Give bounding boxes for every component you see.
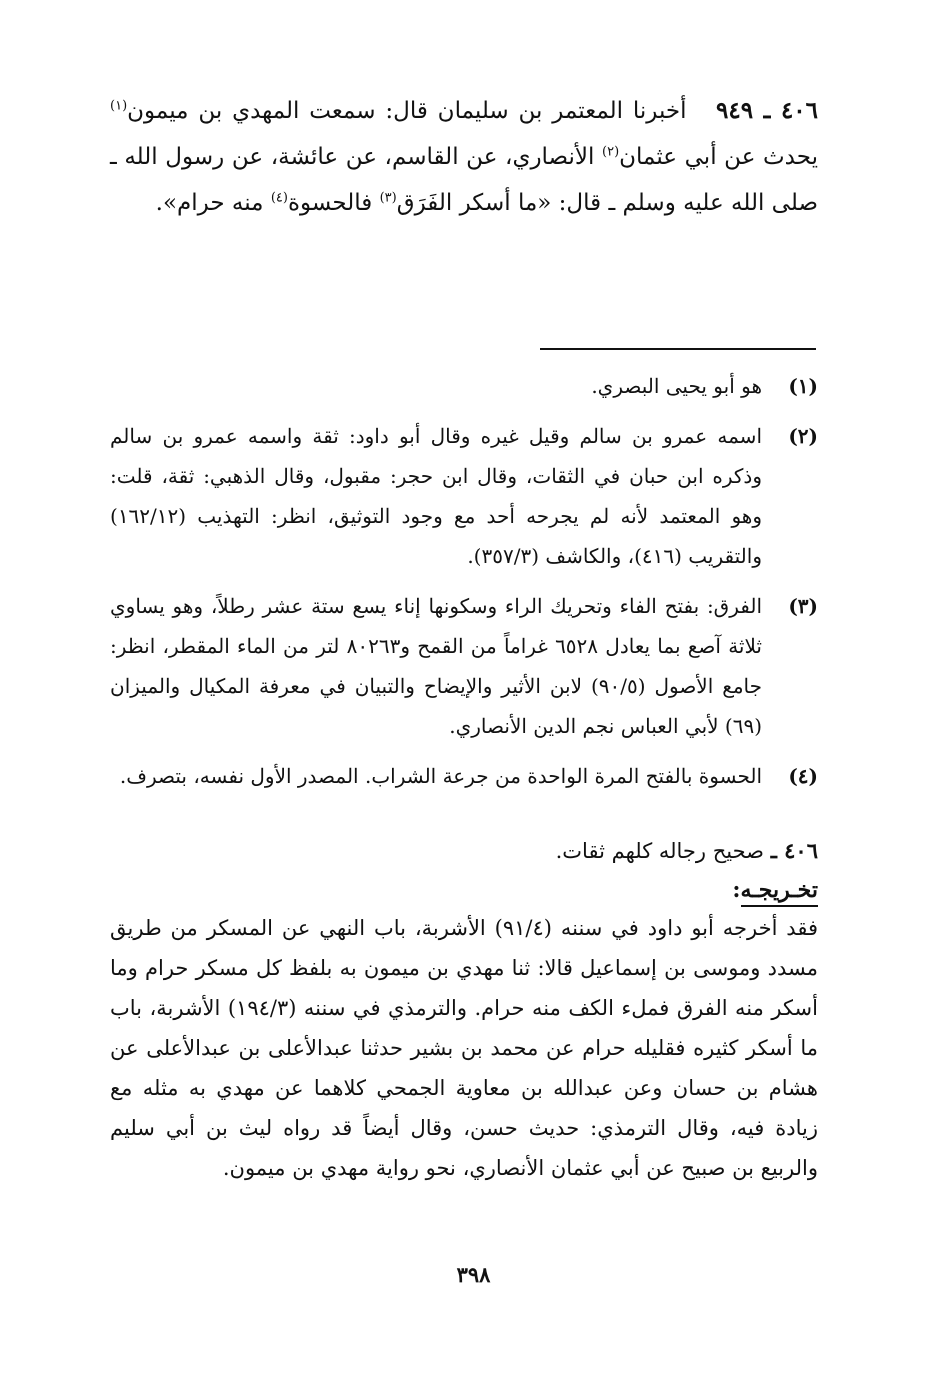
footnote-item bbox=[110, 756, 818, 796]
footnote-text: اسمه عمرو بن سالم وقيل غيره وقال أبو داود: ثقة واسمه عمرو بن سالم وذكره ابن حبان في الثقات، وقال ابن حجر: مقبول، وقال الذهبي: ثقة، قلت: وهو المعتمد لأنه لم يجرحه أحد مع وجود التوثيق، انظر: التهذيب (١٦٢/١٢) والتقريب (٤١٦)، والكاشف (٣٥٧/٣). bbox=[110, 424, 762, 568]
hadith-block bbox=[110, 88, 818, 226]
hadith-text-part: الأنصاري، عن القاسم، عن عائشة، عن رسول الله ـ صلى الله عليه وسلم ـ قال: «ما أسكر الفَرَق bbox=[110, 144, 818, 216]
page-number: ٣٩٨ bbox=[456, 1262, 491, 1287]
hadith-verdict bbox=[110, 830, 818, 872]
hadith-text-part: أخبرنا المعتمر بن سليمان قال: سمعت المهدي بن ميمون bbox=[127, 98, 687, 124]
footnote-text: الفرق: بفتح الفاء وتحريك الراء وسكونها إناء يسع ستة عشر رطلاً، وهو يساوي ثلاثة آصع بما يعادل ٦٥٢٨ غراماً من القمح و٨٠٢٦٣ لتر من الماء المقطر، انظر: جامع الأصول (٩٠/٥) لابن الأثير والإيضاح والتبيان في معرفة المكيال والميزان (٦٩) لأبي العباس نجم الدين الأنصاري. bbox=[110, 594, 763, 738]
hadith-text bbox=[110, 88, 818, 226]
footnote-item bbox=[110, 586, 818, 746]
takhrij-body: فقد أخرجه أبو داود في سننه (٩١/٤) الأشربة، باب النهي عن المسكر من طريق مسدد وموسى بن إسماعيل قالا: ثنا مهدي بن ميمون به بلفظ كل مسكر حرام وما أسكر منه الفرق فملء الكف منه حرام. والترمذي في سننه (١٩٤/٣) الأشربة، باب ما أسكر كثيره فقليله حرام عن محمد بن بشير حدثنا عبدالأعلى بن عبدالأعلى عن هشام بن حسان وعن عبدالله بن معاوية الجمحي كلاهما عن مهدي به مثله مع زيادة فيه، وقال الترمذي: حديث حسن، وقال أيضاً قد رواه ليث بن أبي سليم والربيع بن صبيح عن أبي عثمان الأنصاري، نحو رواية مهدي بن ميمون. bbox=[110, 916, 818, 1180]
takhrij-heading-label: تخـريجـه bbox=[741, 877, 818, 907]
footnote-number: (٤) bbox=[788, 764, 818, 788]
verdict-text: صحيح رجاله كلهم ثقات. bbox=[555, 839, 771, 863]
footnote-item bbox=[110, 416, 818, 576]
footnote-item bbox=[110, 366, 818, 406]
footnotes-list bbox=[110, 366, 818, 806]
footnote-text: هو أبو يحيى البصري. bbox=[591, 374, 762, 398]
footnote-number: (٣) bbox=[788, 594, 818, 618]
hadith-number: ٤٠٦ ـ ٩٤٩ bbox=[716, 97, 818, 124]
footnote-ref[interactable]: (٤) bbox=[270, 190, 288, 206]
footnote-ref[interactable]: (٢) bbox=[602, 144, 620, 160]
footnote-text: الحسوة بالفتح المرة الواحدة من جرعة الشراب. المصدر الأول نفسه، بتصرف. bbox=[119, 764, 762, 788]
hadith-text-part: يحدث عن أبي عثمان bbox=[619, 144, 818, 170]
footnote-number: (٢) bbox=[788, 424, 818, 448]
footnote-ref[interactable]: (١) bbox=[110, 98, 128, 114]
hadith-text-part: منه حرام». bbox=[155, 190, 271, 216]
hadith-text-part: فالحسوة bbox=[287, 190, 380, 216]
takhrij-section bbox=[110, 830, 818, 1188]
footnote-number: (١) bbox=[788, 374, 818, 398]
footnote-separator bbox=[540, 348, 816, 350]
takhrij-heading bbox=[110, 872, 818, 908]
takhrij-heading-colon: : bbox=[732, 877, 741, 903]
footnote-ref[interactable]: (٣) bbox=[379, 190, 397, 206]
verdict-number: ٤٠٦ ـ bbox=[770, 838, 818, 863]
